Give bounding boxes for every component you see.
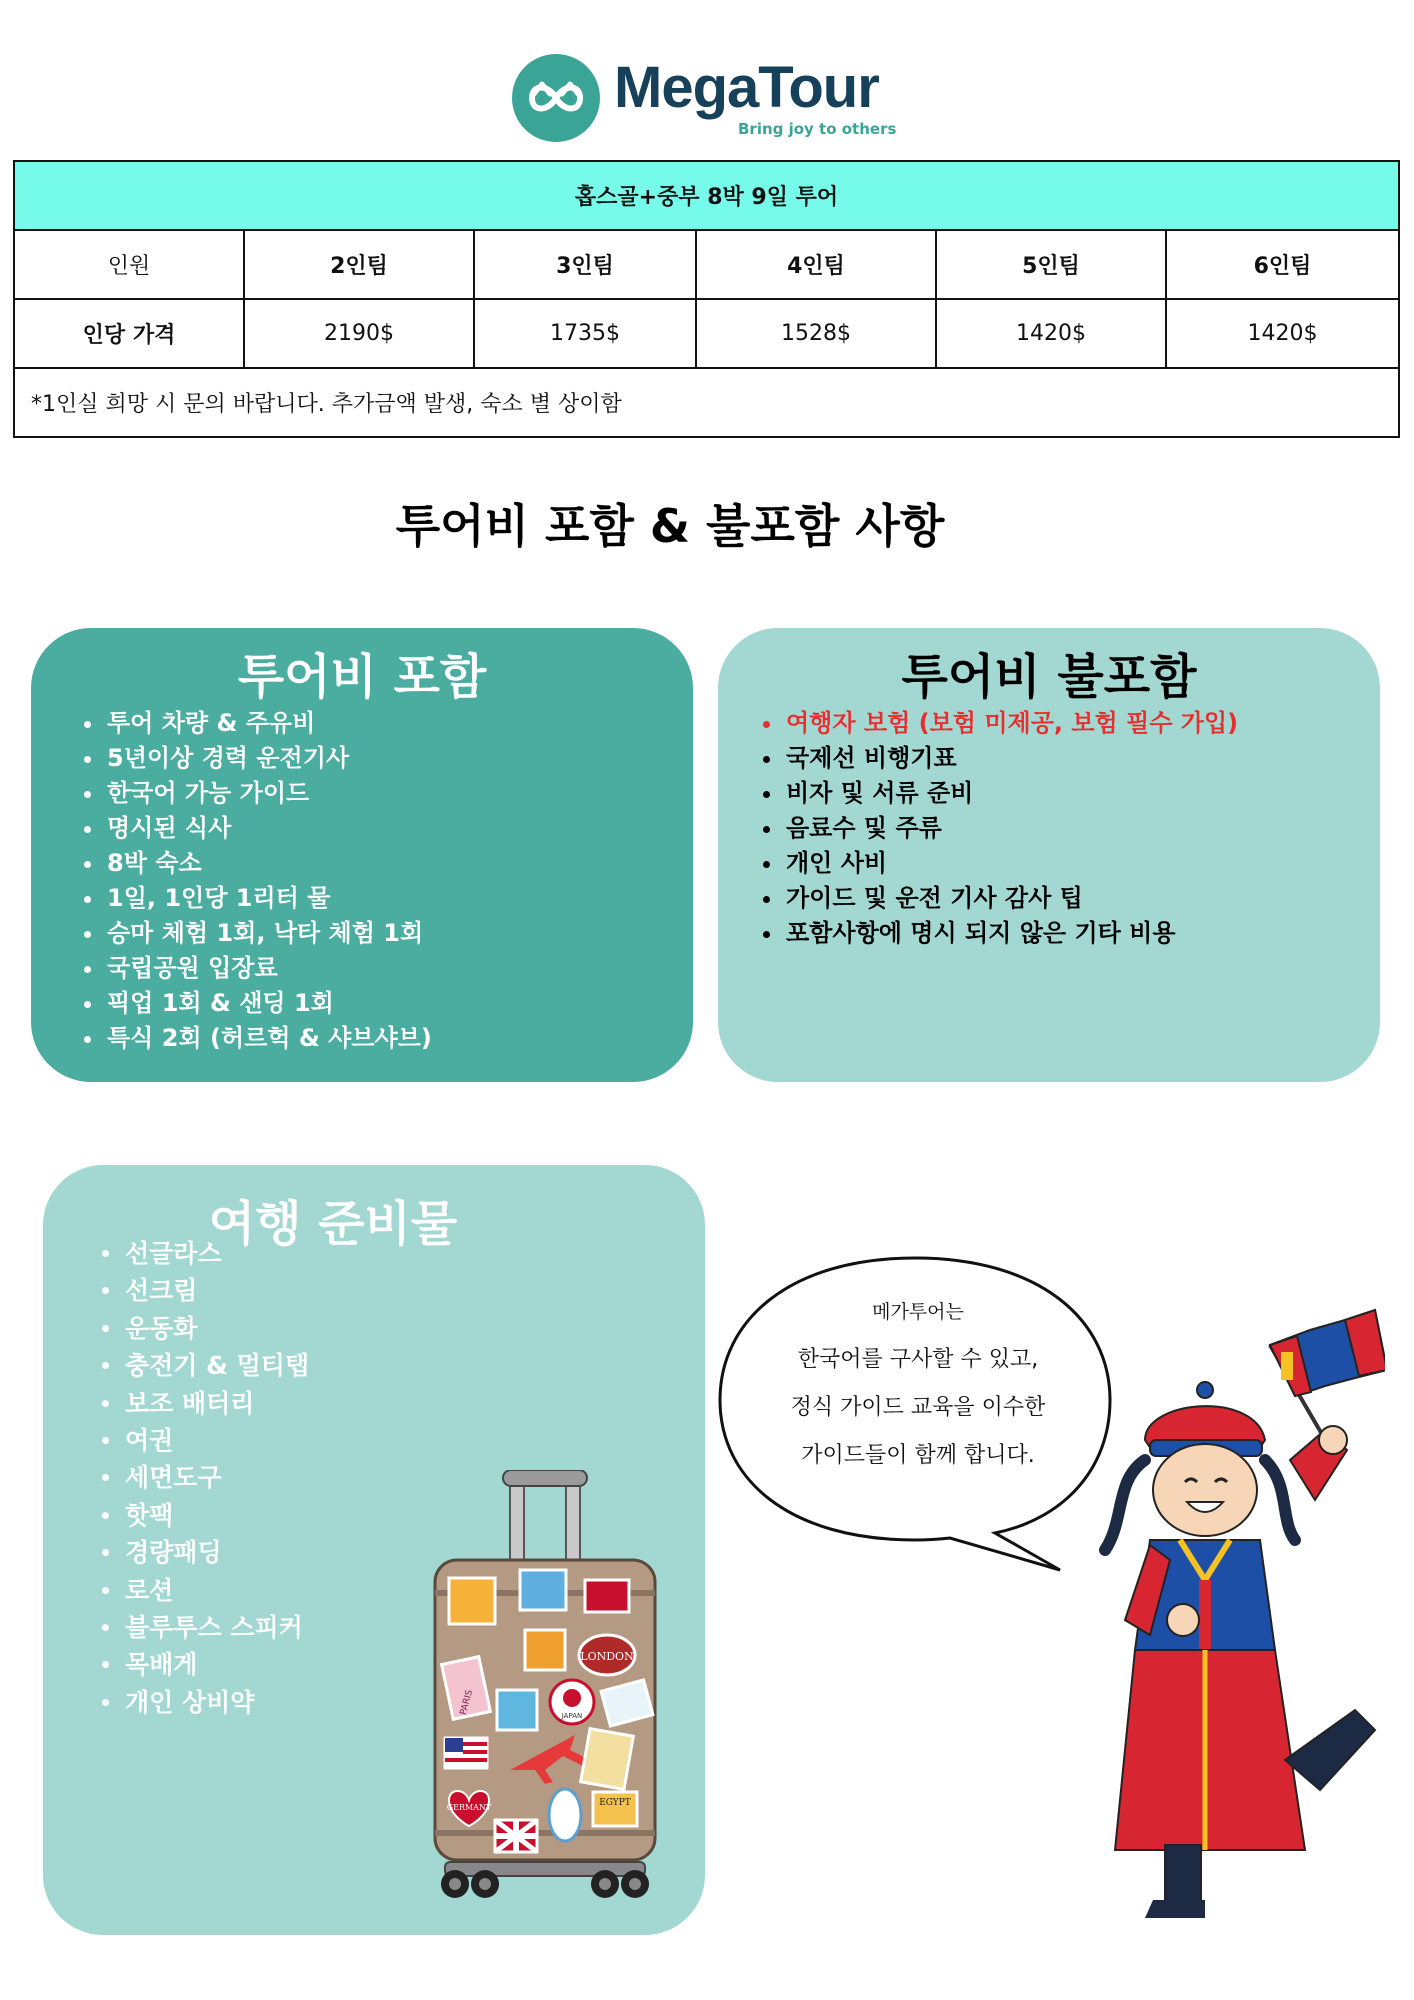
list-item: 경량패딩 [99,1534,309,1571]
list-item: 개인 상비약 [99,1684,309,1721]
list-item: 세면도구 [99,1459,309,1496]
list-item: 한국어 가능 가이드 [81,776,432,811]
mongolian-guide-with-flag [1075,1290,1385,1930]
tour-title: 홉스골+중부 8박 9일 투어 [14,161,1399,230]
sticker-paris: PARIS [458,1688,476,1717]
team-5-label: 5인팀 [936,230,1166,299]
list-item: 특식 2회 (허르헉 & 샤브샤브) [81,1021,432,1056]
team-size-row [14,230,1399,299]
sticker-japan: JAPAN [561,1712,583,1720]
team-2-label: 2인팀 [244,230,474,299]
bubble-line: 가이드들이 함께 합니다. [801,1443,1035,1468]
list-item: 운동화 [99,1310,309,1347]
list-item: 목배게 [99,1646,309,1683]
mega-infinity-logo-icon [512,54,600,142]
bubble-line: 메가투어는 [872,1301,964,1323]
list-item: 개인 사비 [760,846,1238,881]
list-item: 승마 체험 1회, 낙타 체험 1회 [81,916,432,951]
suitcase-with-travel-stickers [425,1470,665,1900]
list-item: 선크림 [99,1272,309,1309]
list-item: 픽업 1회 & 샌딩 1회 [81,986,432,1021]
excluded-card [718,628,1380,1082]
list-item: 5년이상 경력 운전기사 [81,741,432,776]
excluded-title: 투어비 불포함 [901,649,1197,705]
list-item: 8박 숙소 [81,846,432,881]
included-list [81,706,432,1056]
list-item: 국제선 비행기표 [760,741,1238,776]
list-item: 국립공원 입장료 [81,951,432,986]
brand-tagline: Bring joy to others [738,120,897,138]
list-item: 투어 차량 & 주유비 [81,706,432,741]
single-room-note: *1인실 희망 시 문의 바랍니다. 추가금액 발생, 숙소 별 상이함 [14,368,1399,437]
list-item: 음료수 및 주류 [760,811,1238,846]
brand-name: MegaTour [614,55,879,120]
list-item: 명시된 식사 [81,811,432,846]
price-team-2: 2190$ [244,299,474,368]
list-item: 비자 및 서류 준비 [760,776,1238,811]
sticker-germany: GERMANY [446,1803,492,1812]
price-team-6: 1420$ [1166,299,1399,368]
excluded-list [760,706,1238,951]
team-4-label: 4인팀 [696,230,936,299]
price-team-5: 1420$ [936,299,1166,368]
speech-bubble [710,1250,1120,1580]
sticker-london: LONDON [580,1650,634,1663]
preparation-title: 여행 준비물 [208,1196,458,1252]
megatour-logo [512,54,912,144]
price-label: 인당 가격 [14,299,244,368]
price-row [14,299,1399,368]
list-item: 블루투스 스피커 [99,1609,309,1646]
sticker-egypt: EGYPT [599,1798,631,1808]
included-title: 투어비 포함 [237,649,487,705]
bubble-line: 한국어를 구사할 수 있고, [797,1347,1039,1372]
list-item: 로션 [99,1572,309,1609]
included-card [31,628,693,1082]
list-item: 가이드 및 운전 기사 감사 팁 [760,881,1238,916]
team-6-label: 6인팀 [1166,230,1399,299]
team-size-label: 인원 [14,230,244,299]
bubble-line: 정식 가이드 교육을 이수한 [790,1395,1046,1420]
list-item: 1일, 1인당 1리터 물 [81,881,432,916]
list-item: 포함사항에 명시 되지 않은 기타 비용 [760,916,1238,951]
price-table [13,160,1400,438]
section-title: 투어비 포함 & 불포함 사항 [395,499,945,553]
speech-bubble-text [738,1288,1098,1480]
list-item: 여권 [99,1422,309,1459]
price-team-4: 1528$ [696,299,936,368]
list-item: 보조 배터리 [99,1385,309,1422]
list-item: 선글라스 [99,1235,309,1272]
team-3-label: 3인팀 [474,230,696,299]
preparation-list [99,1235,309,1721]
list-item-highlight: 여행자 보험 (보험 미제공, 보험 필수 가입) [760,706,1238,741]
note-row [14,368,1399,437]
list-item: 충전기 & 멀티탭 [99,1347,309,1384]
price-table-title-row [14,161,1399,230]
list-item: 핫팩 [99,1497,309,1534]
price-team-3: 1735$ [474,299,696,368]
